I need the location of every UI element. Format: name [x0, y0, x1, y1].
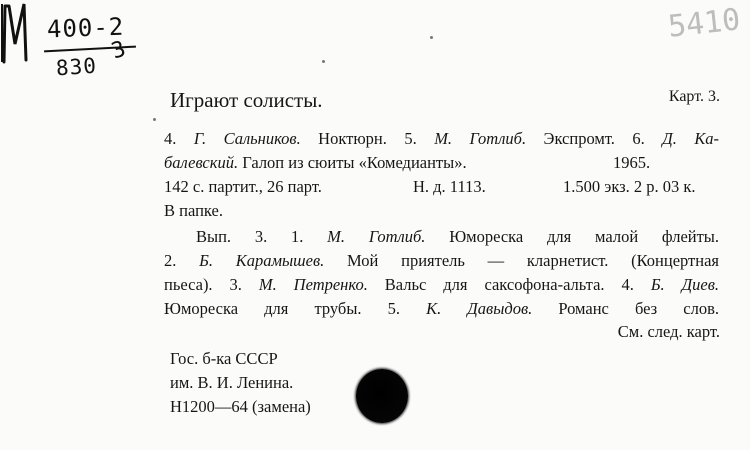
entry-line-7: [164, 275, 719, 295]
entry-line-1: [164, 129, 719, 149]
entry-line-2: [164, 153, 467, 173]
page-count: 142 с. партит., 26 парт.: [164, 177, 322, 196]
composer-name: Г. Сальников.: [193, 129, 301, 148]
entry-text: Юмореска для малой флейты.: [425, 227, 720, 246]
entry-text: Романс без слов.: [532, 299, 719, 318]
print-run-price: 1.500 экз. 2 р. 03 к.: [563, 177, 696, 196]
faint-corner-number: 5410: [666, 2, 742, 45]
composer-name: М. Готлиб.: [327, 227, 426, 246]
paper-speck: [153, 118, 156, 121]
composer-name: балевский.: [164, 153, 239, 172]
paper-speck: [322, 60, 325, 63]
work-title: Галоп из сюиты «Комедианты».: [238, 153, 467, 172]
entry-text: 4.: [164, 129, 194, 148]
see-next-card: См. след. карт.: [617, 322, 720, 341]
entry-text: Вальс для саксофона-альта. 4.: [367, 275, 651, 294]
entry-line-6: [164, 251, 719, 271]
card-number: Карт. 3.: [668, 88, 720, 105]
entry-line-vyp: [196, 227, 719, 247]
library-dedication: им. В. И. Ленина.: [170, 373, 294, 392]
entry-text: Мой приятель — кларнетист. (Концертная: [324, 251, 720, 270]
handwritten-superscript: 3: [108, 36, 129, 65]
entry-line-8: [164, 299, 719, 319]
composer-name: Д. Ка-: [662, 129, 720, 148]
handwritten-shelfmark-top: 400-2: [46, 12, 125, 44]
catalog-number: Н. д. 1113.: [413, 177, 486, 196]
series-title: Играют солисты.: [170, 88, 323, 112]
composer-name: Б. Карамышев.: [199, 251, 325, 270]
handwritten-m-letter: [0, 0, 32, 64]
composer-name: М. Петренко.: [258, 275, 368, 294]
composer-name: М. Готлиб.: [434, 129, 527, 148]
composer-name: Б. Диев.: [650, 275, 719, 294]
card-print-code: Н1200—64 (замена): [170, 397, 311, 416]
ink-blot: [356, 369, 408, 423]
entry-text: Ноктюрн. 5.: [300, 129, 435, 148]
publication-year: 1965.: [613, 153, 651, 172]
folder-note: В папке.: [164, 201, 223, 220]
entry-text: 2.: [164, 251, 200, 270]
entry-text: Юмореска для трубы. 5.: [164, 299, 427, 318]
handwritten-shelfmark-bottom: 830: [55, 53, 98, 81]
library-name: Гос. б-ка СССР: [170, 349, 278, 368]
entry-text: пьеса). 3.: [164, 275, 259, 294]
paper-speck: [430, 36, 433, 39]
entry-text: Вып. 3. 1.: [196, 227, 328, 246]
composer-name: К. Давыдов.: [426, 299, 533, 318]
entry-text: Экспромт. 6.: [526, 129, 663, 148]
